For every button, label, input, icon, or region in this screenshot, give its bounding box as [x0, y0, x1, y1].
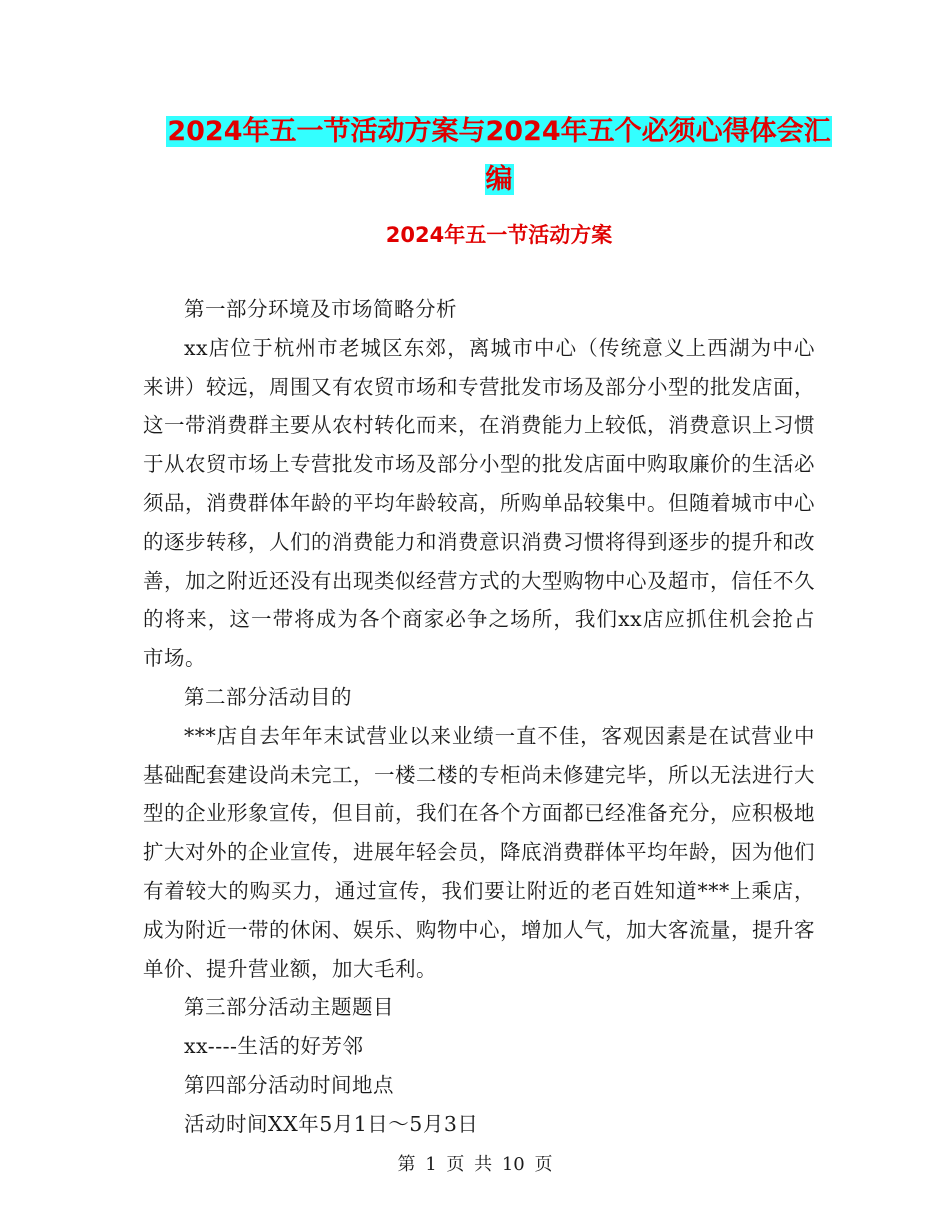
paragraph-heading-part-1: 第一部分环境及市场简略分析	[184, 297, 457, 321]
paragraph-activity-theme: xx----生活的好芳邻	[184, 1034, 364, 1059]
paragraph-heading-part-2: 第二部分活动目的	[184, 684, 352, 709]
section-title: 2024年五一节活动方案	[385, 223, 613, 247]
page-footer: 第 1 页 共 10 页	[397, 1154, 553, 1175]
document-body	[143, 290, 815, 1144]
paragraph-heading-part-3: 第三部分活动主题题目	[184, 995, 394, 1020]
document-title	[140, 108, 858, 204]
document-title-line-2: 编	[485, 164, 513, 195]
paragraph-market-analysis: xx店位于杭州市老城区东郊，离城市中心（传统意义上西湖为中心来讲）较远，周围又有农贸市场和专营批发市场及部分小型的批发店面，这一带消费群主要从农村转化而来，在消费能力上较低，消费意识上习惯于从农贸市场上专营批发市场及部分小型的批发店面中购取廉价的生活必须品，消费群体年龄的平均年龄较高，所购单品较集中。但随着城市中心的逐步转移，人们的消费能力和消费意识消费习惯将得到逐步的提升和改善，加之附近还没有出现类似经营方式的大型购物中心及超市，信任不久的将来，这一带将成为各个商家必争之场所，我们xx店应抓住机会抢占市场。	[143, 335, 815, 671]
paragraph-heading-part-4: 第四部分活动时间地点	[184, 1072, 394, 1097]
paragraph-activity-purpose: ***店自去年年末试营业以来业绩一直不佳，客观因素是在试营业中基础配套建设尚未完工，一楼二楼的专柜尚未修建完毕，所以无法进行大型的企业形象宣传，但目前，我们在各个方面都已经准备充分，应积极地扩大对外的企业宣传，进展年轻会员，降底消费群体平均年龄，因为他们有着较大的购买力，通过宣传，我们要让附近的老百姓知道***上乘店，成为附近一带的休闲、娱乐、购物中心，增加人气，加大客流量，提升客单价、提升营业额，加大毛利。	[143, 723, 815, 981]
document-title-line-1: 2024年五一节活动方案与2024年五个必须心得体会汇	[167, 116, 831, 147]
paragraph-activity-time: 活动时间XX年5月1日～5月3日	[184, 1111, 479, 1136]
